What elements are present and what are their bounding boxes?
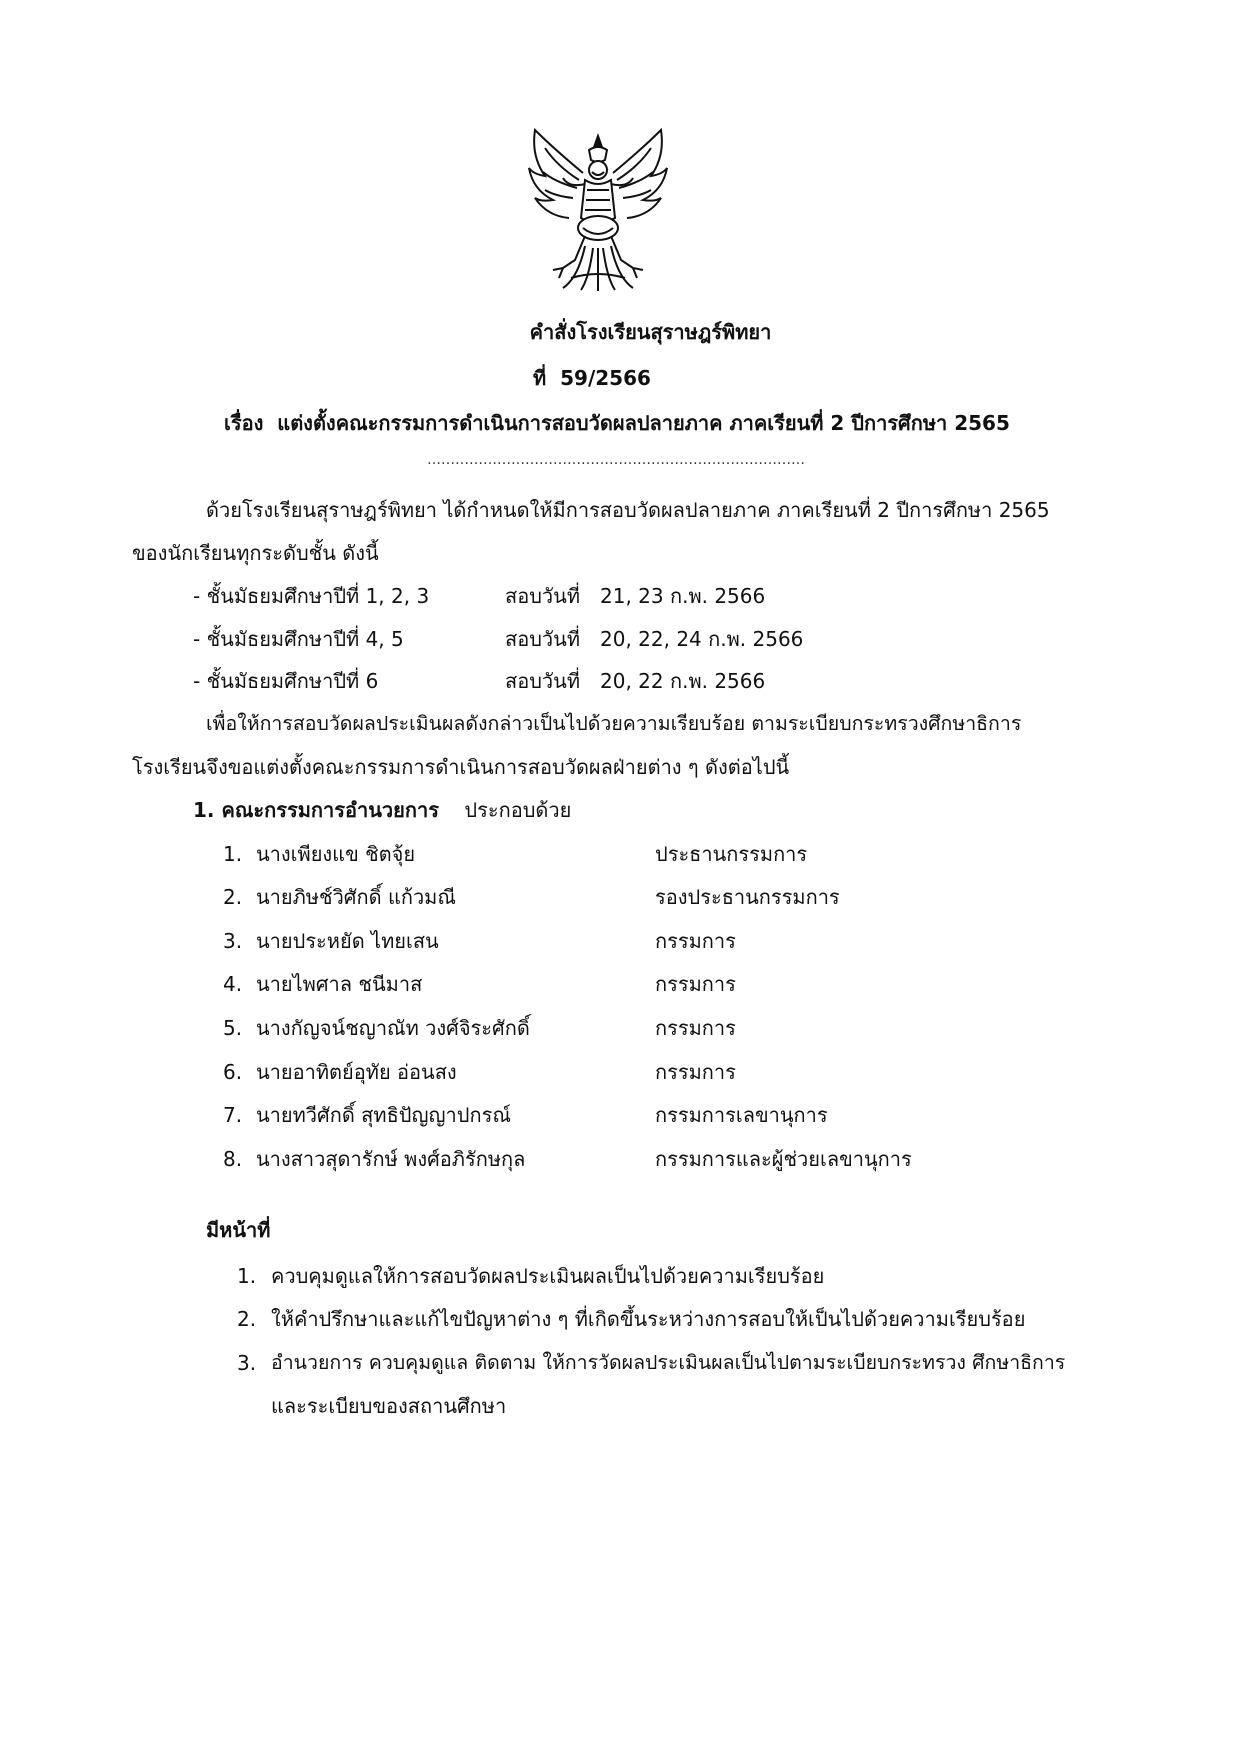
schedule-level: - ชั้นมัธยมศึกษาปีที่ 4, 5 <box>193 627 404 651</box>
member-role: กรรมการ <box>655 972 736 996</box>
divider-dots: ……………………………………………………………………… <box>427 452 805 468</box>
member-role: กรรมการและผู้ช่วยเลขานุการ <box>655 1147 912 1171</box>
document-title: คำสั่งโรงเรียนสุราษฎร์พิทยา <box>529 320 772 344</box>
schedule-dates: 20, 22, 24 ก.พ. 2566 <box>600 627 804 651</box>
member-name: นายภิษช์วิศักดิ์ แก้วมณี <box>256 885 456 909</box>
schedule-dates: 20, 22 ก.พ. 2566 <box>600 669 766 693</box>
member-number: 2. <box>223 885 243 909</box>
member-name: นายอาทิตย์อุทัย อ่อนสง <box>256 1060 457 1084</box>
order-number <box>533 364 651 392</box>
member-number: 4. <box>223 972 243 996</box>
garuda-emblem <box>523 128 673 293</box>
member-name: นายประหยัด ไทยเสน <box>256 929 439 953</box>
order-number-value: 59/2566 <box>560 366 651 390</box>
member-name: นายทวีศักดิ์ สุทธิปัญญาปกรณ์ <box>256 1103 511 1127</box>
subject-text: แต่งตั้งคณะกรรมการดำเนินการสอบวัดผลปลายภาค ภาคเรียนที่ 2 ปีการศึกษา 2565 <box>277 411 1010 435</box>
member-number: 7. <box>223 1103 243 1127</box>
member-number: 8. <box>223 1147 243 1171</box>
schedule-level: - ชั้นมัธยมศึกษาปีที่ 1, 2, 3 <box>193 584 430 608</box>
committee-heading-rest: ประกอบด้วย <box>464 798 572 822</box>
member-role: กรรมการ <box>655 1016 736 1040</box>
duty-number: 3. <box>237 1351 257 1375</box>
schedule-date-label: สอบวันที่ <box>505 584 580 608</box>
purpose-line-2: โรงเรียนจึงขอแต่งตั้งคณะกรรมการดำเนินการสอบวัดผลฝ่ายต่าง ๆ ดังต่อไปนี้ <box>132 755 790 779</box>
duty-number: 2. <box>237 1307 257 1331</box>
intro-line-2: ของนักเรียนทุกระดับชั้น ดังนี้ <box>132 541 379 565</box>
schedule-level: - ชั้นมัธยมศึกษาปีที่ 6 <box>193 669 379 693</box>
duty-number: 1. <box>237 1264 257 1288</box>
member-number: 3. <box>223 929 243 953</box>
member-role: ประธานกรรมการ <box>655 842 808 866</box>
member-name: นางกัญจน์ชญาณัท วงศ์จิระศักดิ์ <box>256 1016 530 1040</box>
subject-line <box>224 409 1010 437</box>
order-number-label: ที่ <box>533 366 547 390</box>
committee-heading-title: 1. คณะกรรมการอำนวยการ <box>193 798 439 822</box>
member-number: 5. <box>223 1016 243 1040</box>
member-name: นางเพียงแข ชิตจุ้ย <box>256 842 416 866</box>
member-role: กรรมการเลขานุการ <box>655 1103 828 1127</box>
member-number: 1. <box>223 842 243 866</box>
purpose-line-1: เพื่อให้การสอบวัดผลประเมินผลดังกล่าวเป็นไปด้วยความเรียบร้อย ตามระเบียบกระทรวงศึกษาธิการ <box>206 712 1022 735</box>
member-role: กรรมการ <box>655 929 736 953</box>
schedule-date-label: สอบวันที่ <box>505 627 580 651</box>
duty-text-continuation: และระเบียบของสถานศึกษา <box>271 1394 507 1418</box>
schedule-dates: 21, 23 ก.พ. 2566 <box>600 584 766 608</box>
subject-label: เรื่อง <box>224 411 264 435</box>
member-role: กรรมการ <box>655 1060 736 1084</box>
duty-text: อำนวยการ ควบคุมดูแล ติดตาม ให้การวัดผลประเมินผลเป็นไปตามระเบียบกระทรวง ศึกษาธิการ <box>271 1351 1066 1374</box>
schedule-date-label: สอบวันที่ <box>505 669 580 693</box>
intro-line-1: ด้วยโรงเรียนสุราษฎร์พิทยา ได้กำหนดให้มีการสอบวัดผลปลายภาค ภาคเรียนที่ 2 ปีการศึกษา 2565 <box>206 498 1050 522</box>
duty-text: ให้คำปรึกษาและแก้ไขปัญหาต่าง ๆ ที่เกิดขึ้นระหว่างการสอบให้เป็นไปด้วยความเรียบร้อย <box>271 1307 1026 1331</box>
member-name: นายไพศาล ชนีมาส <box>256 972 423 996</box>
committee-heading <box>193 796 571 824</box>
member-role: รองประธานกรรมการ <box>655 885 840 909</box>
member-number: 6. <box>223 1060 243 1084</box>
duties-heading: มีหน้าที่ <box>206 1218 271 1242</box>
member-name: นางสาวสุดารักษ์ พงศ์อภิรักษกุล <box>256 1147 526 1171</box>
duty-text: ควบคุมดูแลให้การสอบวัดผลประเมินผลเป็นไปด้วยความเรียบร้อย <box>271 1264 825 1288</box>
